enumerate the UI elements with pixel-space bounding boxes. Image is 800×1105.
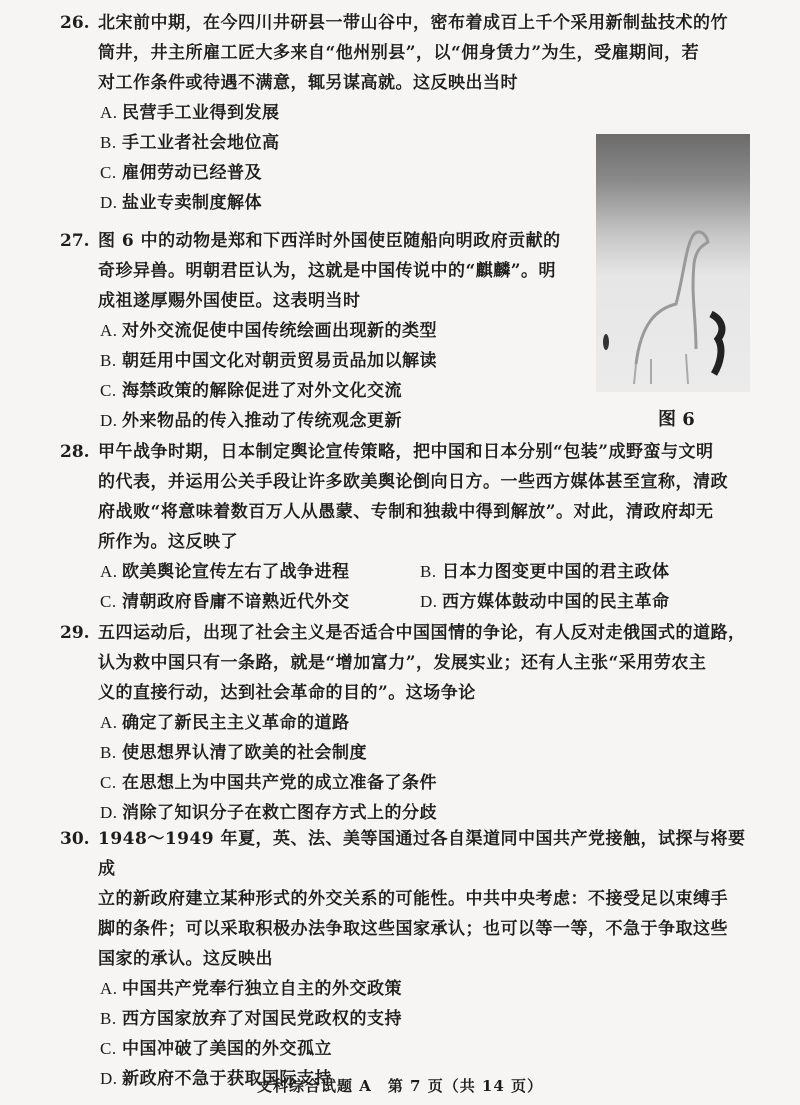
question-30 xyxy=(60,824,750,1094)
question-number: 29. xyxy=(60,623,90,643)
stem-line: 1948～1949 年夏，英、法、美等国通过各自渠道同中国共产党接触，试探与将要成 xyxy=(98,829,746,879)
question-28 xyxy=(60,437,750,617)
stem-line: 五四运动后，出现了社会主义是否适合中国国情的争论，有人反对走俄国式的道路， xyxy=(98,623,746,643)
option-c: C. 海禁政策的解除促进了对外文化交流 xyxy=(100,381,402,401)
question-number: 30. xyxy=(60,829,90,849)
stem-line: 认为救中国只有一条路，就是“增加富力”，发展实业；还有人主张“采用劳农主 xyxy=(98,653,707,673)
option-d: D. 西方媒体鼓动中国的民主革命 xyxy=(420,592,670,612)
stem-line: 成祖遂厚赐外国使臣。这表明当时 xyxy=(98,291,361,311)
stem-line: 脚的条件；可以采取积极办法争取这些国家承认；也可以等一等，不急于争取这些 xyxy=(98,919,728,939)
question-number: 28. xyxy=(60,442,90,462)
option-b: B. 朝廷用中国文化对朝贡贸易贡品加以解读 xyxy=(100,351,437,371)
option-a: A. 确定了新民主主义革命的道路 xyxy=(100,713,350,733)
option-d: D. 消除了知识分子在救亡图存方式上的分歧 xyxy=(100,803,437,823)
options xyxy=(100,557,750,617)
page-footer: 文科综合试题 A 第 7 页（共 14 页） xyxy=(256,1077,544,1095)
option-d: D. 外来物品的传入推动了传统观念更新 xyxy=(100,411,402,431)
stem-line: 府战败“将意味着数百万人从愚蒙、专制和独裁中得到解放”。对此，清政府却无 xyxy=(98,502,714,522)
stem-line: 奇珍异兽。明朝君臣认为，这就是中国传说中的“麒麟”。明 xyxy=(98,261,557,281)
option-b: B. 西方国家放弃了对国民党政权的支持 xyxy=(100,1009,402,1029)
figure-caption: 图 6 xyxy=(658,409,695,430)
option-a: A. 民营手工业得到发展 xyxy=(100,103,280,123)
option-d: D. 新政府不急于获取国际支持 xyxy=(100,1069,332,1089)
option-c: C. 中国冲破了美国的外交孤立 xyxy=(100,1039,332,1059)
question-number: 26. xyxy=(60,13,90,33)
option-c: C. 在思想上为中国共产党的成立准备了条件 xyxy=(100,773,437,793)
option-b: B. 使思想界认清了欧美的社会制度 xyxy=(100,743,367,763)
question-stem xyxy=(60,8,750,98)
stem-line: 义的直接行动，达到社会革命的目的”。这场争论 xyxy=(98,683,476,703)
options xyxy=(100,316,580,436)
stem-line: 的代表，并运用公关手段让许多欧美舆论倒向日方。一些西方媒体甚至宣称，清政 xyxy=(98,472,728,492)
giraffe-image xyxy=(596,134,750,392)
stem-line: 筒井，井主所雇工匠大多来自“他州别县”，以“佣身赁力”为生，受雇期间，若 xyxy=(98,43,700,63)
stem-line: 国家的承认。这反映出 xyxy=(98,949,273,969)
question-number: 27. xyxy=(60,231,90,251)
option-c: C. 清朝政府昏庸不谙熟近代外交 xyxy=(100,592,350,612)
option-b: B. 手工业者社会地位高 xyxy=(100,133,280,153)
stem-line: 立的新政府建立某种形式的外交关系的可能性。中共中央考虑：不接受足以束缚手 xyxy=(98,889,728,909)
stem-line: 北宋前中期，在今四川井研县一带山谷中，密布着成百上千个采用新制盐技术的竹 xyxy=(98,13,728,33)
stem-line: 甲午战争时期，日本制定舆论宣传策略，把中国和日本分别“包装”成野蛮与文明 xyxy=(98,442,714,462)
options xyxy=(100,708,750,828)
question-stem xyxy=(60,618,750,708)
question-29 xyxy=(60,618,750,828)
question-27 xyxy=(60,226,580,436)
option-b: B. 日本力图变更中国的君主政体 xyxy=(420,562,670,582)
option-d: D. 盐业专卖制度解体 xyxy=(100,193,262,213)
option-a: A. 欧美舆论宣传左右了战争进程 xyxy=(100,562,350,582)
stem-line: 图 6 中的动物是郑和下西洋时外国使臣随船向明政府贡献的 xyxy=(98,231,561,251)
question-stem xyxy=(60,226,580,316)
figure-6-giraffe-painting xyxy=(596,134,750,392)
stem-line: 所作为。这反映了 xyxy=(98,532,238,552)
option-c: C. 雇佣劳动已经普及 xyxy=(100,163,262,183)
option-a: A. 中国共产党奉行独立自主的外交政策 xyxy=(100,979,402,999)
question-stem xyxy=(60,824,750,974)
stem-line: 对工作条件或待遇不满意，辄另谋高就。这反映出当时 xyxy=(98,73,518,93)
option-a: A. 对外交流促使中国传统绘画出现新的类型 xyxy=(100,321,437,341)
question-stem xyxy=(60,437,750,557)
